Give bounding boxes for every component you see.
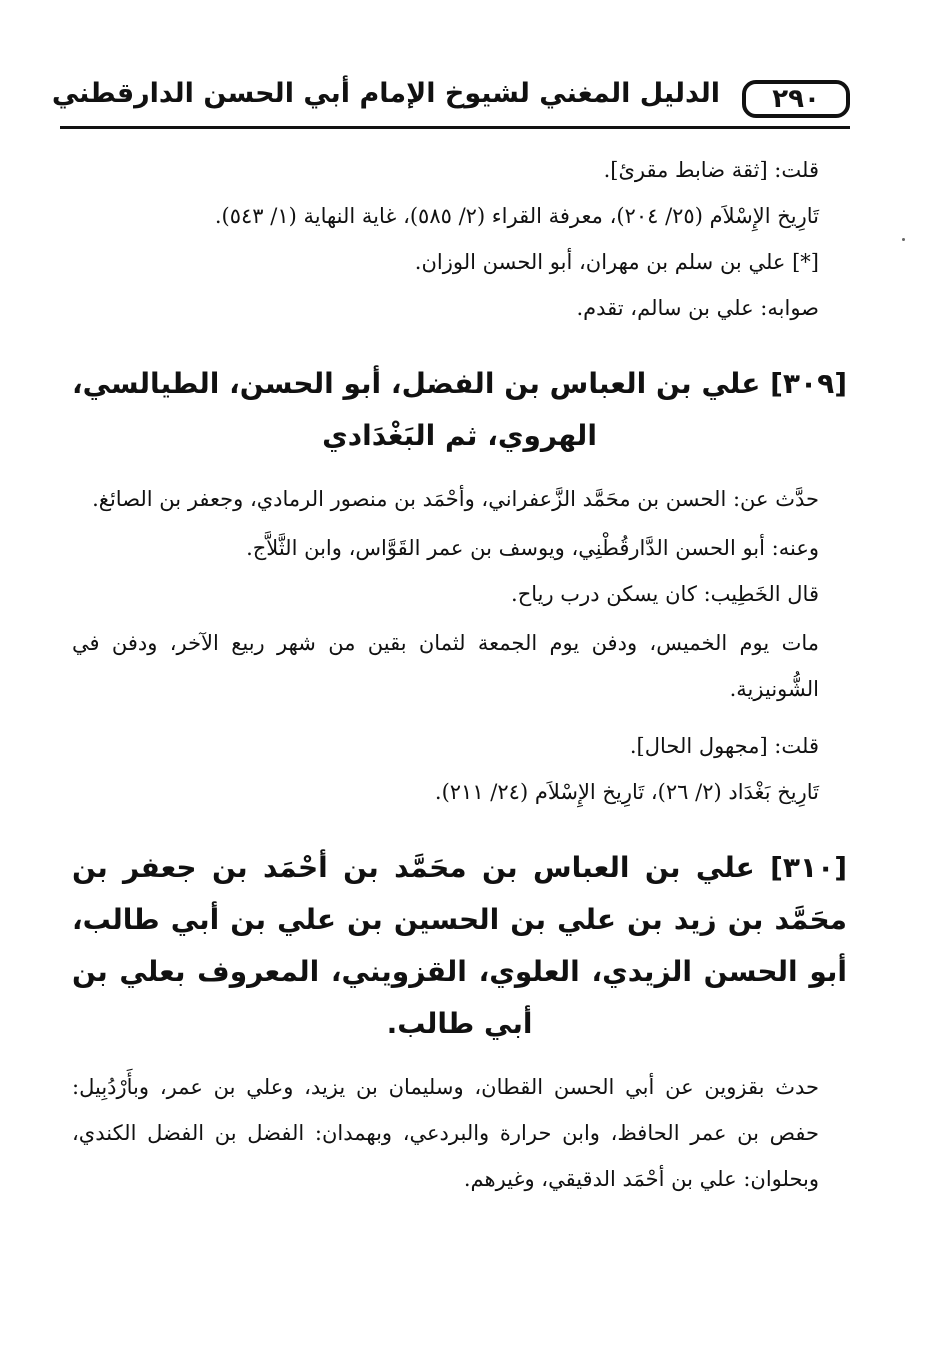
page-number-text: ٢٩٠ (772, 84, 820, 114)
body-line: تَارِيخ الإِسْلاَم (٢٥/ ٢٠٤)، معرفة القراء (٢/ ٥٨٥)، غاية النهاية (١/ ٥٤٣). (214, 204, 819, 228)
body-line: تَارِيخ بَغْدَاد (٢/ ٢٦)، تَارِيخ الإِسْلاَم (٢٤/ ٢١١). (434, 780, 819, 804)
running-title: الدليل المغني لشيوخ الإمام أبي الحسن الدارقطني (51, 78, 720, 109)
body-line: [*] علي بن سلم بن مهران، أبو الحسن الوزان. (414, 250, 819, 274)
margin-dot (902, 238, 905, 241)
body-line: قلت: [مجهول الحال]. (629, 734, 819, 758)
body-paragraph: حدَّث عن: الحسن بن محَمَّد الزَّعفراني، وأحْمَد بن منصور الرمادي، وجعفر بن الصائغ. (92, 487, 819, 511)
body-paragraph: حدث بقزوين عن أبي الحسن القطان، وسليمان بن يزيد، وعلي بن عمر، وبأَرْدُبِيل: حفص بن عمر الحافظ، وابن حرارة والبردعي، وبهمدان: الفضل بن الفضل الكندي، وبحلوان: علي بن أحْمَد الدقيقي، وغيرهم. (72, 1075, 819, 1191)
body-paragraph: مات يوم الخميس، ودفن يوم الجمعة لثمان بقين من شهر ربيع الآخر، ودفن في الشُّونيزية. (72, 631, 819, 701)
page-body (72, 150, 847, 1202)
entry-heading-309: [٣٠٩] علي بن العباس بن الفضل، أبو الحسن، الطيالسي، الهروي، ثم البَغْدَادي (72, 367, 847, 452)
header-divider (60, 126, 850, 129)
body-line: صوابه: علي بن سالم، تقدم. (576, 296, 819, 320)
body-line: قال الخَطِيب: كان يسكن درب رياح. (511, 582, 819, 606)
page-number (742, 80, 850, 118)
running-header (51, 78, 850, 128)
entry-heading-310: [٣١٠] علي بن العباس بن محَمَّد بن أحْمَد بن جعفر بن محَمَّد بن زيد بن علي بن الحسين بن علي بن أبي طالب، أبو الحسن الزيدي، العلوي، القزويني، المعروف بعلي بن أبي طالب. (72, 851, 847, 1040)
body-line: وعنه: أبو الحسن الدَّارقُطْنِي، ويوسف بن عمر القَوَّاس، وابن الثَّلاَّج. (246, 536, 819, 560)
body-line: قلت: [ثقة ضابط مقرئ]. (603, 158, 819, 182)
